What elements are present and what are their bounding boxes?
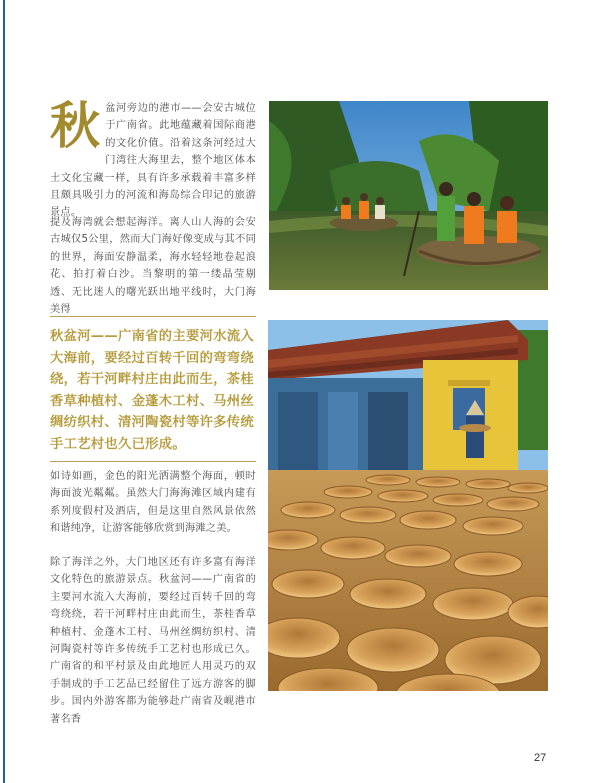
intro-text-block	[50, 96, 256, 222]
pull-quote-bottom-rule	[50, 461, 256, 462]
intro-paragraph	[50, 96, 256, 222]
pottery-village-photo	[268, 320, 548, 691]
pull-quote-top-rule	[50, 316, 256, 317]
pull-quote: 秋盆河——广南省的主要河水流入大海前，要经过百转千回的弯弯绕绕，若干河畔村庄由此而生，茶桂香草种植村、金蓬木工村、马州丝绸纺织村、清河陶瓷村等许多传统手工艺村也久已形成。	[50, 329, 254, 452]
dropcap: 秋	[50, 96, 101, 155]
fourth-paragraph: 除了海洋之外，大门地区还有许多富有海洋文化特色的旅游景点。秋盆河——广南省的主要河水流入大海前，要经过百转千回的弯弯绕绕，若干河畔村庄由此而生，茶桂香草种植村、金蓬木工村、马州丝绸纺织村、清河陶瓷村等许多传统手工艺村也形成已久。广南省的和平村景及由此地匠人用灵巧的双手制成的手工艺品已经留住了远方游客的脚步。国内外游客都为能够赴广南省及岘港市著名香	[50, 557, 256, 725]
page-edge-line	[3, 0, 5, 783]
intro-paragraph-text: 盆河旁边的港市——会安古城位于广南省。此地蕴藏着国际商港的文化价值。沿着这条河经过大门湾往大海里去，整个地区体本土文化宝藏一样，具有许多承载着丰富多样且颇具吸引力的河流和海岛综合印记的旅游景点。	[50, 103, 256, 219]
basket-boats-illustration	[269, 101, 548, 290]
second-text-block	[50, 214, 256, 318]
page-number: 27	[534, 752, 547, 764]
fourth-text-block	[50, 554, 256, 728]
third-paragraph: 如诗如画，金色的阳光洒满整个海面，顿时海面波光粼粼。虽然大门海海滩区域内建有系列度假村及酒店，但是这里自然风景依然和谐纯净，让游客能够欣赏到海滩之美。	[50, 471, 256, 535]
second-paragraph: 提及海湾就会想起海洋。离人山人海的会安古城仅5公里，然而大门海好像变成与其不同的世界，海面安静温柔，海水轻轻地卷起浪花、拍打着白沙。当黎明的第一缕晶莹剔透、无比迷人的曙光跃出地平线时，大门海美得	[50, 217, 256, 316]
pottery-village-illustration	[268, 320, 548, 691]
third-text-block	[50, 468, 256, 538]
basket-boats-photo	[269, 101, 548, 290]
